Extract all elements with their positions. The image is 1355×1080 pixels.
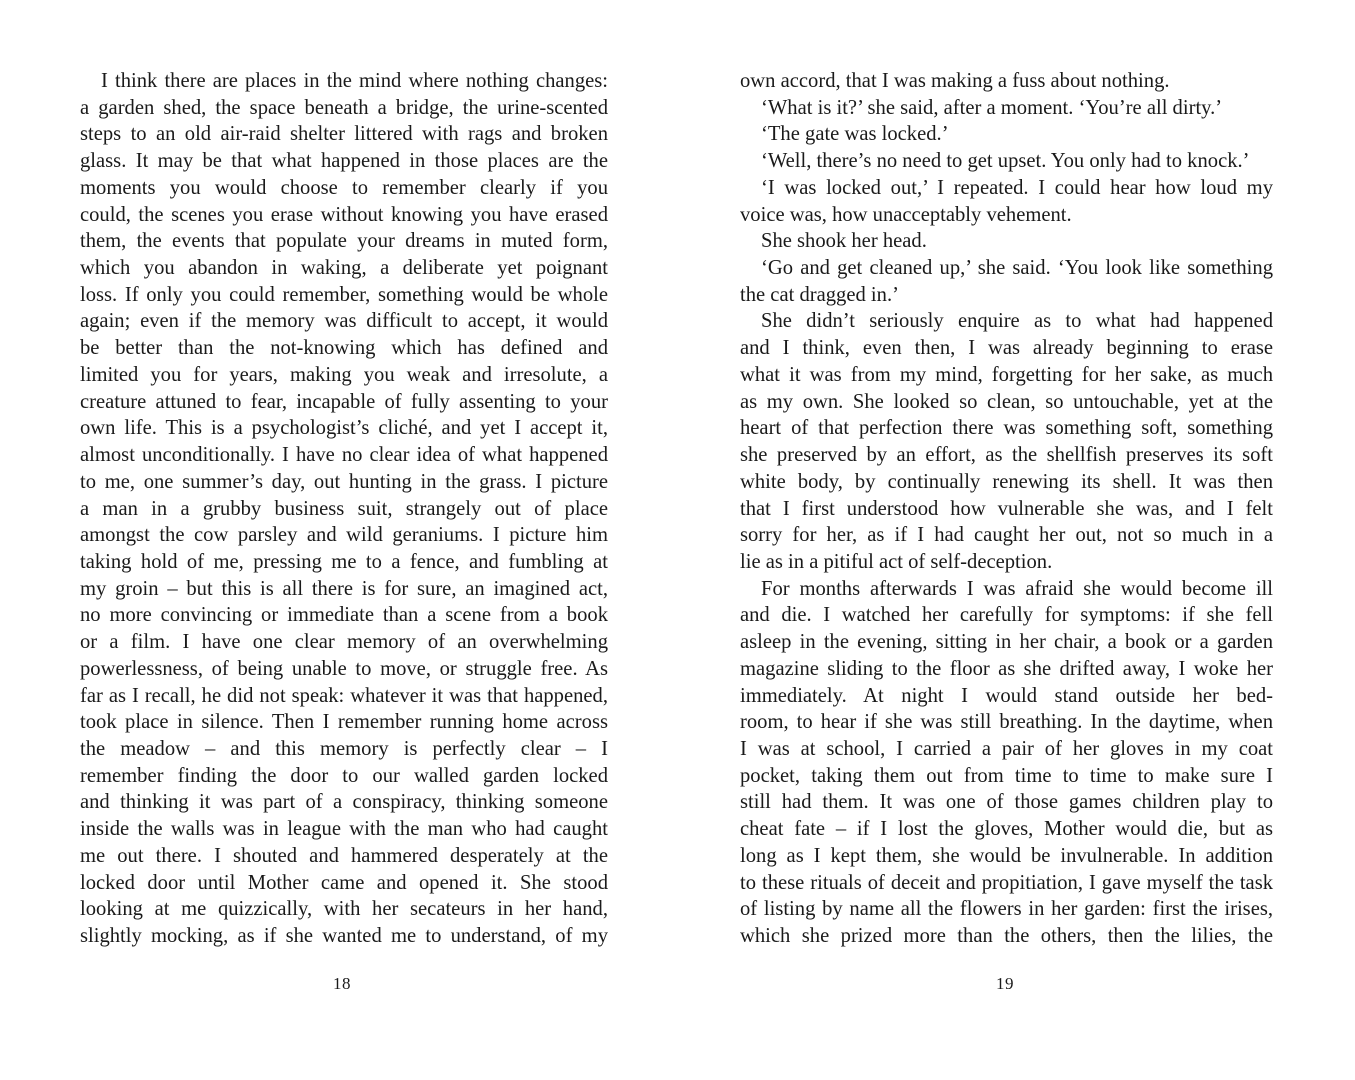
text-line: ‘I was locked out,’ I repeated. I could hear how loud my bbox=[761, 176, 1273, 199]
text-line: ‘The gate was locked.’ bbox=[761, 123, 949, 146]
text-line: them, the events that populate your dreams in muted form, bbox=[80, 230, 608, 253]
text-line: she preserved by an effort, as the shellfish preserves its soft bbox=[740, 444, 1273, 467]
text-line: white body, by continually renewing its shell. It was then bbox=[740, 470, 1273, 493]
text-line: own life. This is a psychologist’s cliché, and yet I accept it, bbox=[80, 417, 608, 440]
text-line: remember finding the door to our walled garden locked bbox=[80, 764, 608, 787]
text-line: no more convincing or immediate than a scene from a book bbox=[80, 604, 608, 627]
text-line: asleep in the evening, sitting in her chair, a book or a garden bbox=[740, 631, 1273, 654]
text-line: a garden shed, the space beneath a bridge, the urine-scented bbox=[80, 96, 608, 119]
text-line: For months afterwards I was afraid she would become ill bbox=[761, 577, 1273, 600]
page-number-right: 19 bbox=[996, 974, 1014, 993]
text-line: took place in silence. Then I remember running home across bbox=[80, 711, 608, 734]
text-line: my groin – but this is all there is for sure, an imagined act, bbox=[80, 577, 608, 600]
text-line: voice was, how unacceptably vehement. bbox=[740, 203, 1072, 226]
text-line: amongst the cow parsley and wild geraniums. I picture him bbox=[80, 524, 608, 547]
text-line: She shook her head. bbox=[761, 230, 927, 253]
left-page-text bbox=[80, 68, 608, 950]
text-line: again; even if the memory was difficult to accept, it would bbox=[80, 310, 608, 333]
text-line: of listing by name all the flowers in her garden: first the irises, bbox=[740, 898, 1273, 921]
text-line: cheat fate – if I lost the gloves, Mother would die, but as bbox=[740, 818, 1273, 841]
text-line: as my own. She looked so clean, so untouchable, yet at the bbox=[740, 390, 1273, 413]
page-number-left: 18 bbox=[333, 974, 351, 993]
text-line: She didn’t seriously enquire as to what had happened bbox=[761, 310, 1273, 333]
text-line: which you abandon in waking, a deliberate yet poignant bbox=[80, 257, 608, 280]
text-line: and die. I watched her carefully for symptoms: if she fell bbox=[740, 604, 1273, 627]
right-page-text bbox=[740, 68, 1273, 950]
text-line: limited you for years, making you weak and irresolute, a bbox=[80, 363, 608, 386]
text-line: I think there are places in the mind where nothing changes: bbox=[101, 70, 608, 92]
text-line: moments you would choose to remember clearly if you bbox=[80, 176, 608, 199]
text-line: locked door until Mother came and opened it. She stood bbox=[80, 871, 608, 894]
text-line: own accord, that I was making a fuss about nothing. bbox=[740, 70, 1170, 92]
text-line: and thinking it was part of a conspiracy, thinking someone bbox=[80, 791, 608, 814]
text-line: which she prized more than the others, then the lilies, the bbox=[740, 925, 1273, 947]
text-line: looking at me quizzically, with her secateurs in her hand, bbox=[80, 898, 608, 921]
text-line: far as I recall, he did not speak: whatever it was that happened, bbox=[80, 684, 608, 707]
text-line: to me, one summer’s day, out hunting in the grass. I picture bbox=[80, 470, 608, 493]
text-line: loss. If only you could remember, something would be whole bbox=[80, 283, 608, 306]
text-line: magazine sliding to the floor as she drifted away, I woke her bbox=[740, 657, 1273, 680]
text-line: the meadow – and this memory is perfectly clear – I bbox=[80, 737, 608, 760]
text-line: be better than the not-knowing which has defined and bbox=[80, 337, 608, 360]
text-line: me out there. I shouted and hammered desperately at the bbox=[80, 844, 608, 867]
text-line: could, the scenes you erase without knowing you have erased bbox=[80, 203, 608, 226]
text-line: the cat dragged in.’ bbox=[740, 283, 899, 306]
text-line: sorry for her, as if I had caught her out, not so much in a bbox=[740, 524, 1273, 547]
text-line: ‘Well, there’s no need to get upset. You only had to knock.’ bbox=[761, 150, 1250, 173]
text-line: what it was from my mind, forgetting for her sake, as much bbox=[740, 363, 1273, 386]
text-line: lie as in a pitiful act of self-deception. bbox=[740, 550, 1053, 573]
text-line: heart of that perfection there was something soft, something bbox=[740, 417, 1273, 440]
text-line: to these rituals of deceit and propitiation, I gave myself the task bbox=[740, 871, 1273, 894]
text-line: steps to an old air-raid shelter littered with rags and broken bbox=[80, 123, 608, 146]
text-line: slightly mocking, as if she wanted me to understand, of my bbox=[80, 925, 608, 947]
text-line: powerlessness, of being unable to move, or struggle free. As bbox=[80, 657, 608, 680]
text-line: room, to hear if she was still breathing. In the daytime, when bbox=[740, 711, 1273, 734]
text-line: still had them. It was one of those games children play to bbox=[740, 791, 1273, 814]
text-line: inside the walls was in league with the man who had caught bbox=[80, 818, 608, 841]
text-line: creature attuned to fear, incapable of fully assenting to your bbox=[80, 390, 608, 413]
text-line: long as I kept them, she would be invulnerable. In addition bbox=[740, 844, 1273, 867]
text-line: a man in a grubby business suit, strangely out of place bbox=[80, 497, 608, 520]
text-line: ‘Go and get cleaned up,’ she said. ‘You look like something bbox=[761, 257, 1273, 280]
text-line: I was at school, I carried a pair of her gloves in my coat bbox=[740, 737, 1273, 760]
text-line: ‘What is it?’ she said, after a moment. ‘You’re all dirty.’ bbox=[761, 96, 1223, 119]
text-line: that I first understood how vulnerable she was, and I felt bbox=[740, 497, 1273, 520]
text-line: glass. It may be that what happened in those places are the bbox=[80, 150, 608, 173]
text-line: almost unconditionally. I have no clear idea of what happened bbox=[80, 444, 608, 467]
text-line: pocket, taking them out from time to time to make sure I bbox=[740, 764, 1273, 787]
text-line: or a film. I have one clear memory of an overwhelming bbox=[80, 631, 608, 654]
text-line: immediately. At night I would stand outside her bed- bbox=[740, 684, 1273, 707]
text-line: and I think, even then, I was already beginning to erase bbox=[740, 337, 1273, 360]
text-line: taking hold of me, pressing me to a fence, and fumbling at bbox=[80, 550, 608, 573]
